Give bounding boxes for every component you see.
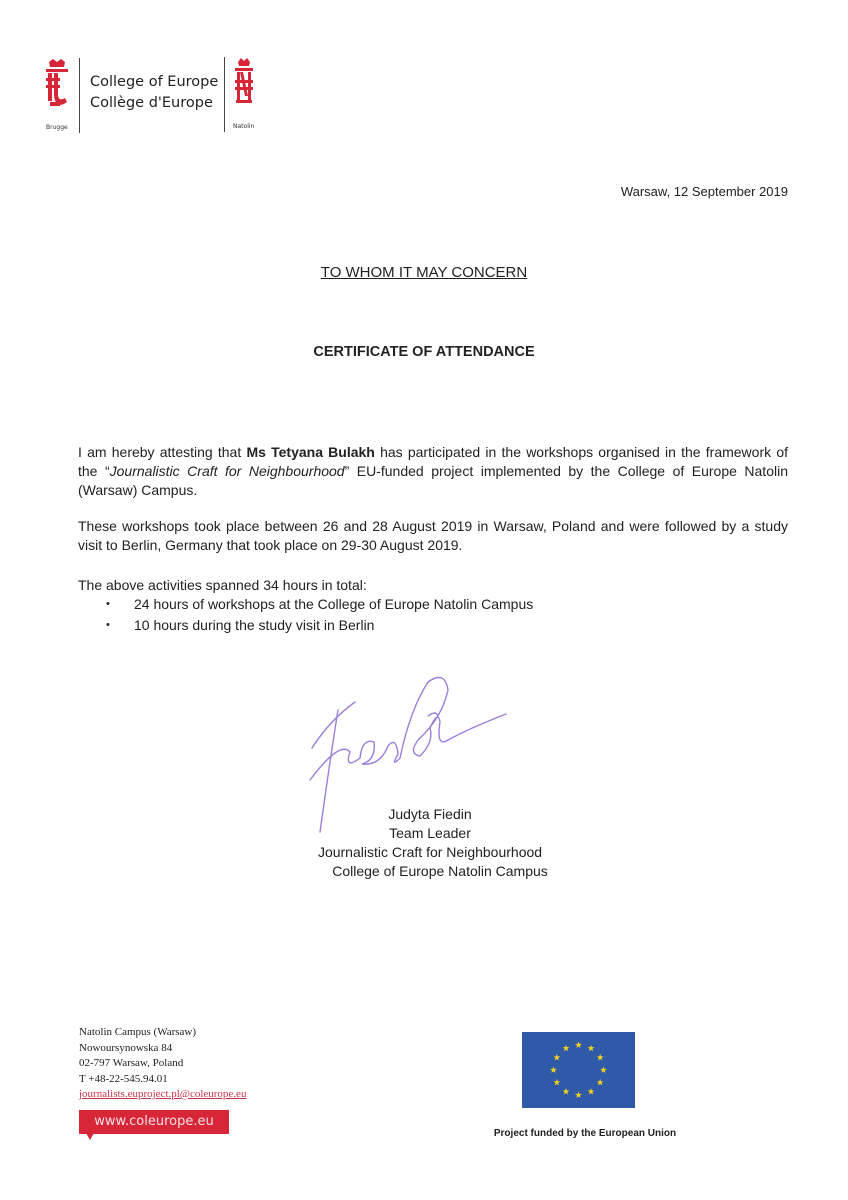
eu-star-icon [588,1088,595,1095]
natolin-crest [232,56,256,116]
eu-flag [522,1032,635,1108]
brugge-crest-icon [40,58,74,124]
project-name: Journalistic Craft for Neighbourhood [109,463,345,479]
eu-star-icon [600,1066,607,1073]
signatory-block [300,805,560,881]
footer-address [79,1025,246,1103]
participant-name: Ms Tetyana Bulakh [246,444,375,460]
phone-line: T +48-22-545.94.01 [79,1072,168,1085]
dates-paragraph: These workshops took place between 26 and 28 August 2019 in Warsaw, Poland and were followed by a study visit to Berlin, Germany that took place on 29-30 August 2019. [78,518,788,553]
eu-star-icon [553,1079,560,1086]
divider-left [79,58,80,133]
attestation-paragraph [78,443,788,500]
address-line: Nowoursynowska 84 [79,1041,173,1054]
p1-mid: has participated in the workshops organised in the framework of the “ [78,444,788,479]
address-line: 02-797 Warsaw, Poland [79,1057,184,1069]
eu-star-icon [588,1045,595,1052]
natolin-label: Natolin [233,123,255,130]
signatory-institution: College of Europe Natolin Campus [332,863,548,879]
eu-star-icon [575,1041,582,1048]
letter-date: Warsaw, 12 September 2019 [620,184,788,199]
signatory-role: Team Leader [389,825,471,841]
p1-suffix: ” EU-funded project implemented by the College of Europe Natolin (Warsaw) Campus. [78,463,788,498]
brugge-crest [40,58,74,124]
logo-line-fr: Collège d'Europe [90,95,213,111]
divider-right [224,57,225,132]
signatory-project: Journalistic Craft for Neighbourhood [317,844,543,860]
eu-star-icon [575,1091,582,1098]
p1-prefix: I am hereby attesting that [78,444,247,460]
eu-star-icon [553,1054,560,1061]
hours-intro: The above activities spanned 34 hours in total: [78,577,367,593]
salutation-heading: TO WHOM IT MAY CONCERN [320,264,528,281]
address-line: Natolin Campus (Warsaw) [79,1026,197,1038]
brugge-label: Brugge [46,124,68,131]
hours-list-item: • 10 hours during the study visit in Berlin [78,615,533,636]
eu-star-icon [597,1079,604,1086]
speech-bubble-tail [86,1133,94,1140]
eu-star-icon [563,1088,570,1095]
certificate-title: CERTIFICATE OF ATTENDANCE [313,344,535,360]
signatory-name: Judyta Fiedin [388,806,472,822]
college-logo-text [90,72,218,114]
website-link[interactable]: www.coleurope.eu [79,1110,229,1134]
eu-star-icon [563,1045,570,1052]
email-link[interactable]: journalists.euproject.pl@coleurope.eu [79,1088,247,1100]
eu-star-icon [597,1054,604,1061]
hours-list-item: • 24 hours of workshops at the College of Europe Natolin Campus [78,594,533,615]
eu-funding-caption: Project funded by the European Union [493,1128,677,1139]
hours-list [78,594,533,636]
natolin-crest-icon [232,56,256,116]
logo-line-en: College of Europe [90,74,219,90]
eu-stars-icon [522,1032,635,1108]
eu-star-icon [550,1066,557,1073]
